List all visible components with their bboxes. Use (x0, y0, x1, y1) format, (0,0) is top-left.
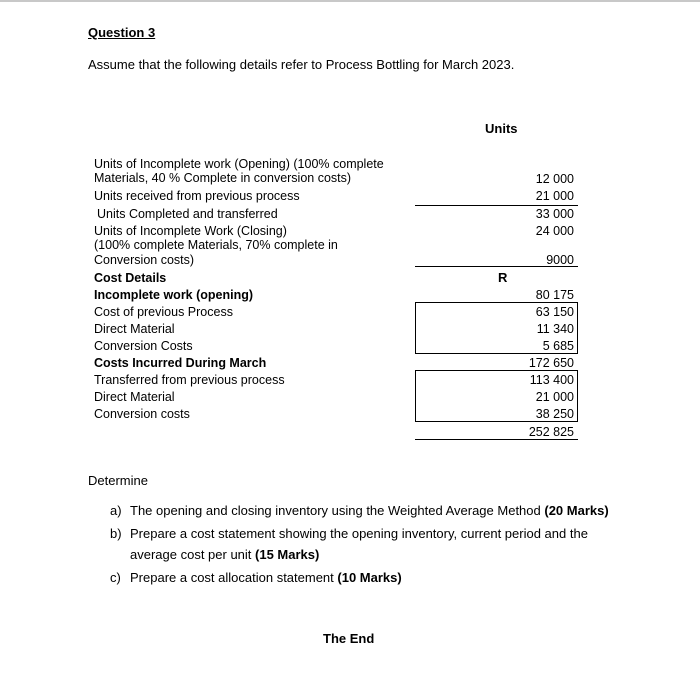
question-c-text: Prepare a cost allocation statement (130, 570, 338, 585)
label-direct-material-march: Direct Material (94, 390, 175, 404)
question-b-marks: (15 Marks) (255, 547, 320, 562)
value-units-received: 21 000 (535, 189, 574, 203)
label-opening-units-line1: Units of Incomplete work (Opening) (100% complete (94, 157, 384, 171)
label-cost-previous-process: Cost of previous Process (94, 305, 233, 319)
label-conversion-costs-march: Conversion costs (94, 407, 190, 421)
intro-text: Assume that the following details refer to Process Bottling for March 2023. (88, 57, 515, 72)
question-a-text: The opening and closing inventory using the Weighted Average Method (130, 503, 545, 518)
label-direct-material-opening: Direct Material (94, 322, 175, 336)
value-units-total: 33 000 (535, 207, 574, 221)
question-a-letter: a) (110, 503, 122, 518)
label-closing-units-line3: Conversion costs) (94, 253, 195, 267)
label-closing-units-line1: Units of Incomplete Work (Closing) (94, 224, 287, 238)
question-c (110, 570, 402, 585)
page-top-border (0, 0, 700, 2)
value-costs-incurred-march: 172 650 (528, 356, 574, 370)
label-closing-units-line2: (100% complete Materials, 70% complete in (94, 238, 338, 252)
question-c-letter: c) (110, 570, 121, 585)
label-cost-details: Cost Details (94, 271, 167, 285)
value-grand-total: 252 825 (528, 425, 574, 439)
label-costs-incurred-march: Costs Incurred During March (94, 356, 267, 370)
question-b-text: Prepare a cost statement showing the opening inventory, current period and the (130, 526, 588, 541)
value-cost-previous-process: 63 150 (535, 305, 574, 319)
value-incomplete-opening: 80 175 (535, 288, 574, 302)
question-b-continued (130, 547, 319, 562)
rand-column-header: R (498, 270, 508, 285)
question-c-marks: (10 Marks) (337, 570, 402, 585)
label-transferred-previous: Transferred from previous process (94, 373, 285, 387)
question-heading: Question 3 (88, 25, 156, 40)
label-conversion-costs-opening: Conversion Costs (94, 339, 193, 353)
label-units-received: Units received from previous process (94, 189, 300, 203)
units-column-header: Units (485, 121, 518, 136)
value-conversion-costs-opening: 5 685 (542, 339, 574, 353)
value-direct-material-march: 21 000 (535, 390, 574, 404)
label-opening-units-line2: Materials, 40 % Complete in conversion costs) (94, 171, 352, 185)
the-end: The End (323, 631, 375, 646)
value-transferred-previous: 113 400 (529, 373, 574, 387)
question-b-letter: b) (110, 526, 122, 541)
determine-heading: Determine (88, 473, 148, 488)
label-incomplete-opening: Incomplete work (opening) (94, 288, 254, 302)
value-closing-units: 9000 (546, 253, 574, 267)
question-b-cont-text: average cost per unit (130, 547, 256, 562)
value-opening-units: 12 000 (535, 172, 574, 186)
question-a-marks: (20 Marks) (544, 503, 609, 518)
question-a (110, 503, 609, 518)
divider-grand-total (415, 439, 578, 440)
divider-units-total (415, 205, 578, 206)
value-direct-material-opening: 11 340 (536, 322, 574, 336)
value-conversion-costs-march: 38 250 (535, 407, 574, 421)
label-units-completed: Units Completed and transferred (97, 207, 278, 221)
value-units-completed: 24 000 (535, 224, 574, 238)
question-b (110, 526, 588, 541)
